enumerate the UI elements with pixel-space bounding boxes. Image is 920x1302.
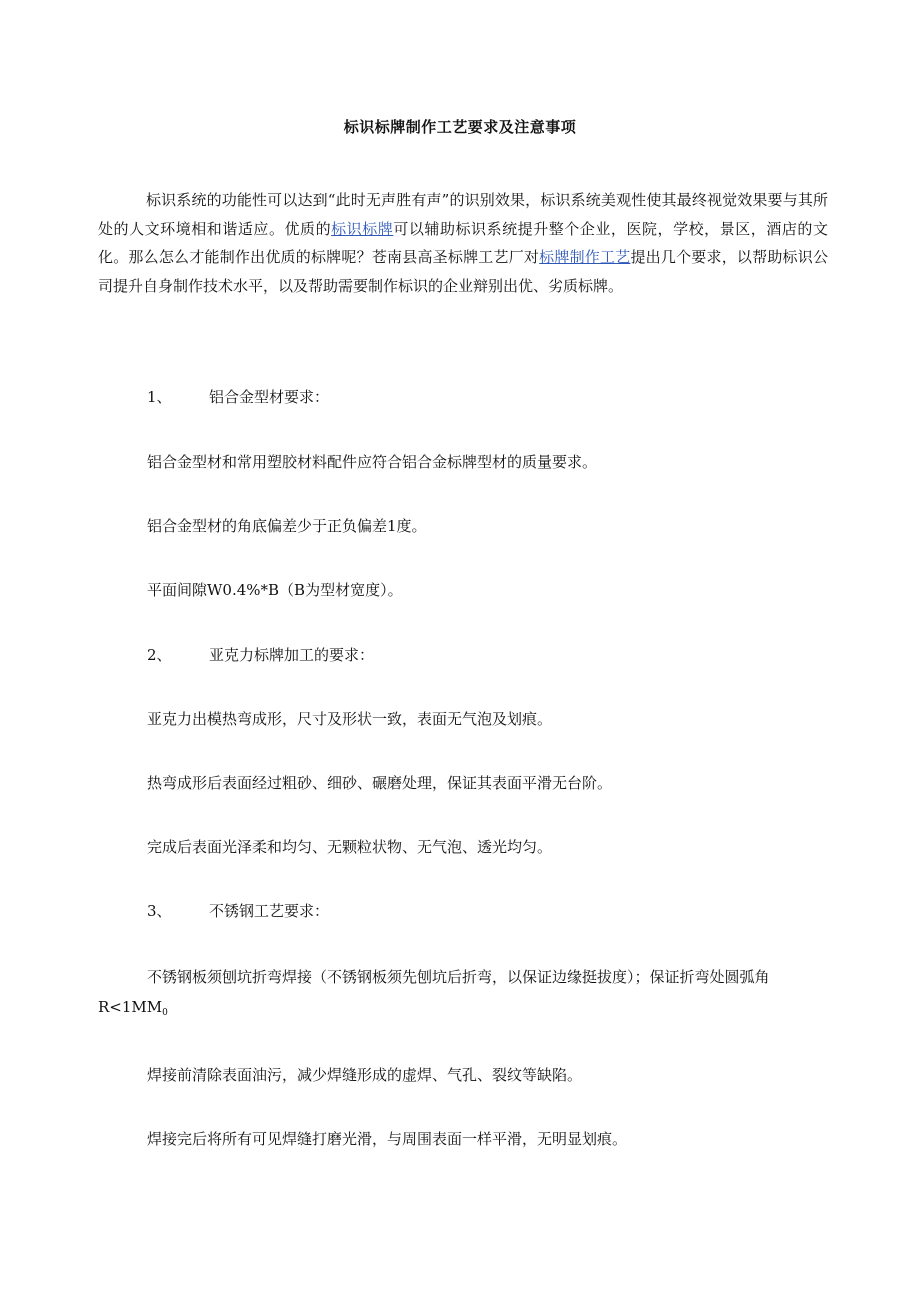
section-1-item-3: 平面间隙W0.4%*B（B为型材宽度）。 [147,581,403,599]
intro-text-2: 可以辅助标识系统提升整个企业，医院，学校，景区，酒店的文化。那么怎么才能制作出优质的标牌呢？苍南县高圣标牌工艺厂对 [98,219,828,266]
section-1-item-2: 铝合金型材的角底偏差少于正负偏差1度。 [147,517,427,535]
section-1-item-1: 铝合金型材和常用塑胶材料配件应符合铝合金标牌型材的质量要求。 [147,453,598,471]
section-2-item-1: 亚克力出模热弯成形，尺寸及形状一致，表面无气泡及划痕。 [147,710,553,728]
section-2-item-3: 完成后表面光泽柔和均匀、无颗粒状物、无气泡、透光均匀。 [147,838,553,856]
link-signage[interactable]: 标识标牌 [331,219,394,238]
section-3-item-1-subscript: 0 [162,1008,168,1018]
intro-paragraph [98,186,828,300]
section-3-title: 不锈钢工艺要求： [209,902,330,920]
section-3-number: 3、 [147,902,172,920]
section-2-heading [147,644,374,665]
section-3-item-3: 焊接完后将所有可见焊缝打磨光滑，与周围表面一样平滑，无明显划痕。 [147,1130,628,1148]
section-3-item-1 [98,962,828,1028]
section-2-number: 2、 [147,646,172,664]
section-2-item-2: 热弯成形后表面经过粗砂、细砂、碾磨处理，保证其表面平滑无台阶。 [147,774,613,792]
intro-text-1: 标识系统的功能性可以达到“此时无声胜有声”的识别效果，标识系统美观性使其最终视觉效果要与其所处的人文环境相和谐适应。优质的 [98,191,828,238]
section-1-heading [147,386,329,407]
section-2-title: 亚克力标牌加工的要求： [209,646,375,664]
section-1-title: 铝合金型材要求： [209,388,330,406]
section-3-heading [147,900,329,921]
section-1-number: 1、 [147,388,172,406]
link-sign-craft[interactable]: 标牌制作工艺 [539,248,631,266]
section-3-item-2: 焊接前清除表面油污，减少焊缝形成的虚焊、气孔、裂纹等缺陷。 [147,1066,583,1084]
section-3-item-1-text: 不锈钢板须刨坑折弯焊接（不锈钢板须先刨坑后折弯，以保证边缘挺拔度）；保证折弯处圆弧角 R<1MM [98,968,770,1016]
document-title: 标识标牌制作工艺要求及注意事项 [343,118,577,136]
intro-text-3: 提出几个要求，以帮助标识公司提升自身制作技术水平，以及帮助需要制作标识的企业辩别出优、劣质标牌。 [98,248,828,295]
